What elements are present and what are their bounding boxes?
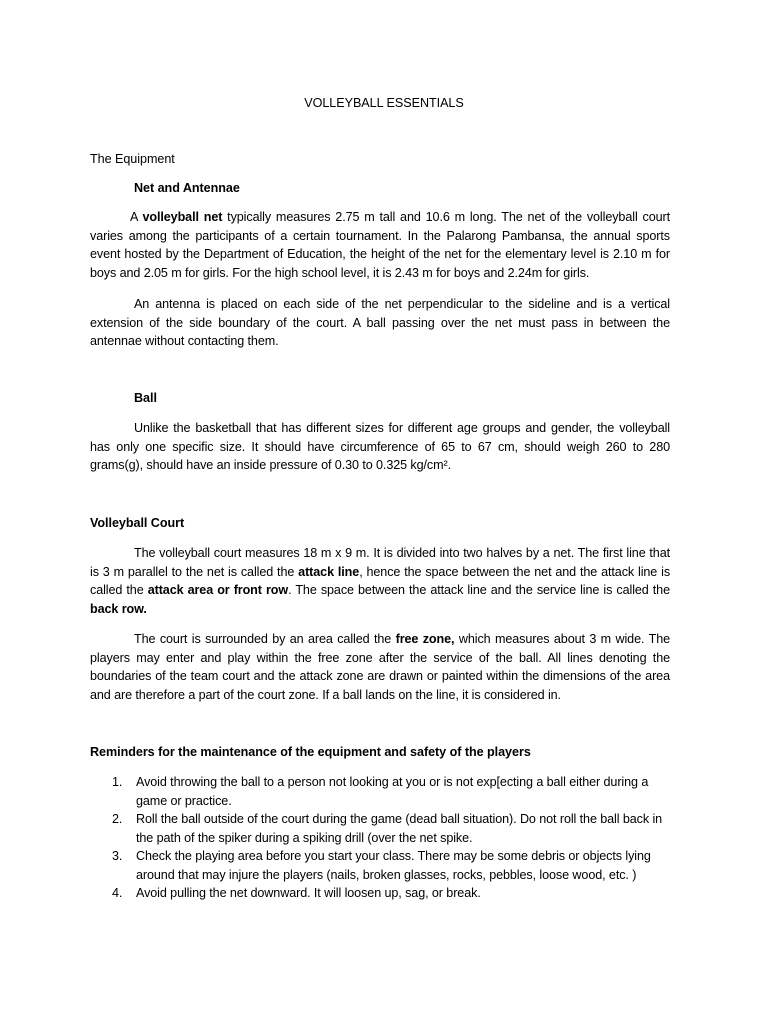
court-paragraph-2 bbox=[90, 630, 670, 705]
reminder-text: Roll the ball outside of the court during the game (dead ball situation). Do not roll the ball back in the path of the spiker during a spiking drill (over the net spike. bbox=[136, 812, 663, 845]
reminder-text: Check the playing area before you start your class. There may be some debris or objects lying around that may injure the players (nails, broken glasses, rocks, pebbles, loose wood, etc. ) bbox=[136, 849, 651, 882]
court-p2-b1: free zone, bbox=[395, 632, 455, 646]
net-p1-lead: A bbox=[130, 210, 143, 224]
ball-paragraph: Unlike the basketball that has different sizes for different age groups and gender, the volleyball has only one specific size. It should have circumference of 65 to 67 cm, should weigh 260 to 280 grams(g), should have an inside pressure of 0.30 to 0.325 kg/cm². bbox=[90, 421, 670, 473]
equipment-heading: The Equipment bbox=[90, 152, 175, 166]
reminder-item bbox=[90, 810, 672, 847]
reminder-text: Avoid pulling the net downward. It will loosen up, sag, or break. bbox=[136, 886, 481, 900]
ball-heading: Ball bbox=[134, 391, 157, 405]
reminder-item bbox=[90, 847, 672, 884]
reminder-item bbox=[90, 773, 672, 810]
court-p1-b1: attack line bbox=[298, 564, 360, 579]
document-title: VOLLEYBALL ESSENTIALS bbox=[304, 96, 464, 110]
court-p1-b3: back row. bbox=[90, 602, 147, 617]
court-paragraph-1 bbox=[90, 544, 670, 619]
net-paragraph-1 bbox=[90, 208, 670, 283]
reminders-list bbox=[90, 773, 672, 903]
reminder-item bbox=[90, 884, 672, 903]
reminder-number: 3. bbox=[112, 849, 123, 863]
net-heading: Net and Antennae bbox=[134, 181, 240, 195]
court-p2-t1: The court is surrounded by an area called the bbox=[134, 632, 396, 646]
court-heading: Volleyball Court bbox=[90, 516, 185, 530]
reminder-number: 2. bbox=[112, 812, 123, 826]
court-p1-t2: , hence the space between the net and the attack line is called the bbox=[90, 564, 671, 598]
court-p1-t1: The volleyball court measures 18 m x 9 m. It is divided into two halves by a net. The first line that is 3 m parallel to the net is called the bbox=[90, 546, 670, 579]
net-paragraph-2: An antenna is placed on each side of the net perpendicular to the sideline and is a vertical extension of the side boundary of the court. A ball passing over the net must pass in between the antennae without contacting them. bbox=[90, 297, 670, 349]
court-p1-b2: attack area or front row bbox=[147, 583, 289, 598]
reminder-number: 1. bbox=[112, 775, 123, 789]
net-p1-rest: typically measures 2.75 m tall and 10.6 m long. The net of the volleyball court varies among the participants of a certain tournament. In the Palarong Pambansa, the annual sports event hosted by the Department of Education, the height of the net for the elementary level is 2.10 m for boys and 2.05 m for girls. For the high school level, it is 2.43 m for boys and 2.24m for girls. bbox=[90, 210, 670, 281]
reminder-text: Avoid throwing the ball to a person not looking at you or is not exp[ecting a ball either during a game or practice. bbox=[136, 775, 649, 808]
court-p1-t3: . The space between the attack line and the service line is called the bbox=[288, 583, 670, 598]
reminder-number: 4. bbox=[112, 886, 123, 900]
court-p2-t2: which measures about 3 m wide. The players may enter and play within the free zone after the service of the ball. All lines denoting the boundaries of the team court and the attack zone are drawn or painted within the dimensions of the area and are therefore a part of the court zone. If a ball lands on the line, it is considered in. bbox=[90, 632, 670, 703]
net-p1-bold: volleyball net bbox=[142, 210, 223, 224]
reminders-heading: Reminders for the maintenance of the equipment and safety of the players bbox=[90, 745, 531, 759]
